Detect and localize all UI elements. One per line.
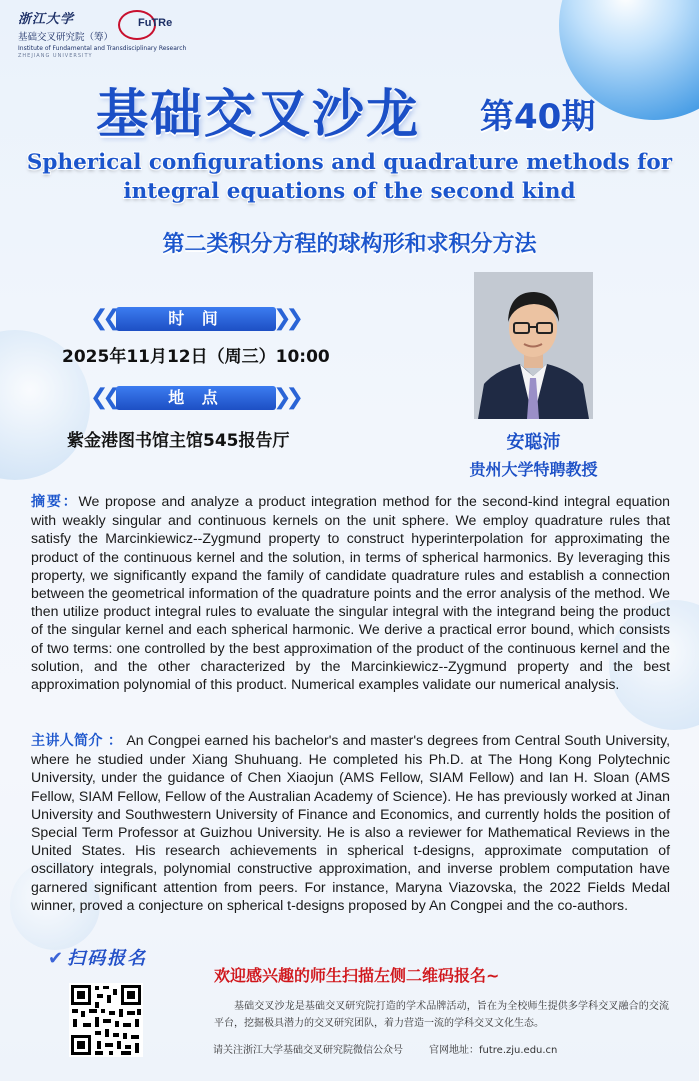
abstract-label: 摘要： <box>31 494 79 510</box>
series-title: 基础交叉沙龙 <box>96 85 421 145</box>
speaker-title: 贵州大学特聘教授 <box>469 460 598 479</box>
bio-text: An Congpei earned his bachelor's and master's degrees from Central South University, where he studied under Xiang Shuhuang. He completed his Ph.D. at The Hong Kong Polytechnic University, under the guidance of Chen Xiaojun (AMS Fellow, SIAM Fellow) and Ian H. Sloan (AMS Fellow, SIAM Fellow, Fellow of the Australian Academy of Science). He has previously worked at Jinan University and Southwestern University of Finance and Economics, and currently holds the position of Special Term Professor at Guizhou University. He is also a reviewer for Mathematical Reviews in the United States. His research achievements in spherical t-designs, approximate computation of oscillatory integrals, polynomial constructive approximation, and inverse problem computation have garnered significant attention from peers. For instance, Maryna Viazovska, the 2022 Fields Medal winner, proved a conjecture on spherical t-designs proposed by An Congpei and the co-authors. <box>31 732 671 913</box>
qr-code[interactable] <box>69 983 143 1057</box>
footer-info <box>213 1041 557 1056</box>
bio-section <box>31 731 670 914</box>
institute-name-en: Institute of Fundamental and Transdisciplinary Research <box>18 45 187 52</box>
chevron-left-icon: ❮❮ <box>90 306 115 331</box>
institute-name-cn: 基础交叉研究院（筹） <box>18 32 114 43</box>
location-banner <box>90 384 302 412</box>
chevron-right-icon: ❯❯ <box>273 306 298 331</box>
chevron-left-icon: ❮❮ <box>90 385 115 410</box>
chevron-right-icon: ❯❯ <box>273 385 298 410</box>
speaker-photo <box>474 272 593 419</box>
talk-title-en <box>15 148 684 206</box>
speaker-name: 安聪沛 <box>506 432 561 453</box>
time-label: 时 间 <box>116 307 276 331</box>
bio-label: 主讲人简介 ： <box>31 733 123 749</box>
checkmark-icon: ✔ <box>48 948 66 969</box>
registration-invite: 欢迎感兴趣的师生扫描左侧二维码报名~ <box>214 966 500 985</box>
futre-logo <box>118 10 180 38</box>
abstract-section <box>31 492 670 693</box>
time-banner <box>90 305 302 333</box>
university-name-en: ZHEJIANG UNIVERSITY <box>18 53 93 59</box>
talk-title-cn: 第二类积分方程的球构形和求积分方法 <box>162 232 537 257</box>
event-venue: 紫金港图书馆主馆545报告厅 <box>67 431 290 451</box>
salon-description: 基础交叉沙龙是基础交叉研究院打造的学术品牌活动，旨在为全校师生提供多学科交叉融合的交流平台，挖掘极具潜力的交叉研究团队，着力营造一流的学科交叉文化生态。 <box>214 1001 669 1029</box>
wechat-follow-text: 请关注浙江大学基础交叉研究院微信公众号 <box>213 1045 403 1056</box>
logo-calligraphy: 浙江大学 <box>18 12 75 27</box>
talk-title-en-line1: Spherical configurations and quadrature methods for <box>26 150 673 175</box>
scan-to-register <box>48 944 147 970</box>
website-link[interactable]: 官网地址：futre.zju.edu.cn <box>429 1045 558 1056</box>
issue-number: 第40期 <box>480 97 596 137</box>
talk-title-en-line2: integral equations of the second kind <box>123 179 576 204</box>
abstract-text: We propose and analyze a product integration method for the second-kind integral equation with weakly singular and continuous kernels on the unit sphere. We employ quadrature rules that satisfy the Marcinkiewicz--Zygmund property to construct hyperinterpolation for approximating the product of the continuous kernel and the solution, in terms of spherical harmonics. By leveraging this property, we significantly expand the family of candidate quadrature rules and establish a connection between the geometrical information of the quadrature points and the error analysis of the method. We then utilize product integral rules to evaluate the singular integral with the integrand being the product of the singular kernel and each spherical harmonic. We derive a practical error bound, which consists of two terms: one controlled by the best approximation of the product of the continuous kernel and the solution, and the other characterized by the Marcinkiewicz--Zygmund property and the best approximation polynomial of this product. Numerical examples validate our numerical analysis. <box>31 493 670 693</box>
event-datetime: 2025年11月12日（周三）10:00 <box>62 347 330 367</box>
location-label: 地 点 <box>116 386 276 410</box>
speaker-portrait-icon <box>474 272 593 419</box>
qr-code-icon <box>69 983 143 1057</box>
futre-logo-text: FuTRe <box>138 17 173 29</box>
scan-label: 扫码报名 <box>67 948 148 969</box>
